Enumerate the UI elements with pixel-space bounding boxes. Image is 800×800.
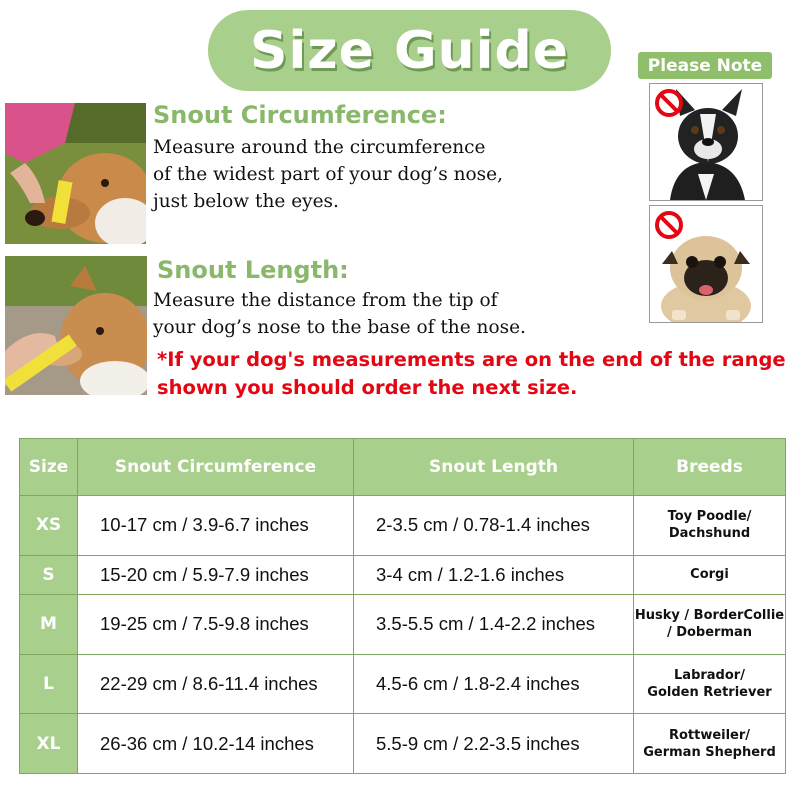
circumference-value: 19-25 cm / 7.5-9.8 inches [78,594,354,654]
breeds-value [634,594,786,654]
header-breeds: Breeds [634,439,786,496]
breed-line: Rottweiler/ [668,727,751,743]
header-snout-circumference: Snout Circumference [78,439,354,496]
length-value: 3.5-5.5 cm / 1.4-2.2 inches [354,594,634,654]
circumference-photo-art [5,103,146,244]
pug-card [649,205,763,323]
title-banner [208,10,611,91]
warning-line: *If your dog's measurements are on the end of the range [157,348,786,371]
circumference-value: 22-29 cm / 8.6-11.4 inches [78,654,354,714]
circumference-value: 10-17 cm / 3.9-6.7 inches [78,496,354,556]
breeds-value [634,555,786,594]
warning-line: shown you should order the next size. [157,376,578,399]
breeds-value [634,714,786,774]
size-warning [157,346,787,402]
length-photo [5,256,147,395]
french-bulldog-card [649,83,763,201]
circumference-photo [5,103,146,244]
size-label: S [20,555,78,594]
please-note-badge: Please Note [638,52,772,79]
circumference-heading: Snout Circumference: [153,101,447,129]
length-value: 3-4 cm / 1.2-1.6 inches [354,555,634,594]
breed-line: Golden Retriever [647,684,772,700]
circumference-line: of the widest part of your dog’s nose, [153,164,503,185]
breed-line: Dachshund [668,526,751,542]
size-label: XS [20,496,78,556]
circumference-value: 26-36 cm / 10.2-14 inches [78,714,354,774]
length-heading: Snout Length: [157,256,349,284]
circumference-value: 15-20 cm / 5.9-7.9 inches [78,555,354,594]
length-line: Measure the distance from the tip of [153,290,498,311]
breed-line: Corgi [690,567,729,583]
size-label: L [20,654,78,714]
breeds-value [634,496,786,556]
header-size: Size [20,439,78,496]
length-instructions [153,287,526,341]
breed-line: German Shepherd [643,744,776,760]
length-photo-art [5,256,147,395]
breed-line: Husky / BorderCollie [634,608,785,624]
header-snout-length: Snout Length [354,439,634,496]
breed-line: / Doberman [666,625,753,641]
table-row [20,714,786,774]
table-header-row [20,439,786,496]
size-label: XL [20,714,78,774]
breed-line: Toy Poodle/ [667,509,752,525]
page-title: Size Guide [250,20,569,81]
size-table [19,438,786,774]
length-value: 2-3.5 cm / 0.78-1.4 inches [354,496,634,556]
length-line: your dog’s nose to the base of the nose. [153,317,526,338]
table-row [20,654,786,714]
table-row [20,555,786,594]
length-value: 5.5-9 cm / 2.2-3.5 inches [354,714,634,774]
breeds-value [634,654,786,714]
circumference-line: Measure around the circumference [153,137,486,158]
size-label: M [20,594,78,654]
no-sign-icon [654,88,684,118]
no-sign-icon [654,210,684,240]
breed-line: Labrador/ [674,667,745,683]
circumference-line: just below the eyes. [153,191,339,212]
table-row [20,594,786,654]
circumference-instructions [153,134,503,215]
length-value: 4.5-6 cm / 1.8-2.4 inches [354,654,634,714]
table-row [20,496,786,556]
